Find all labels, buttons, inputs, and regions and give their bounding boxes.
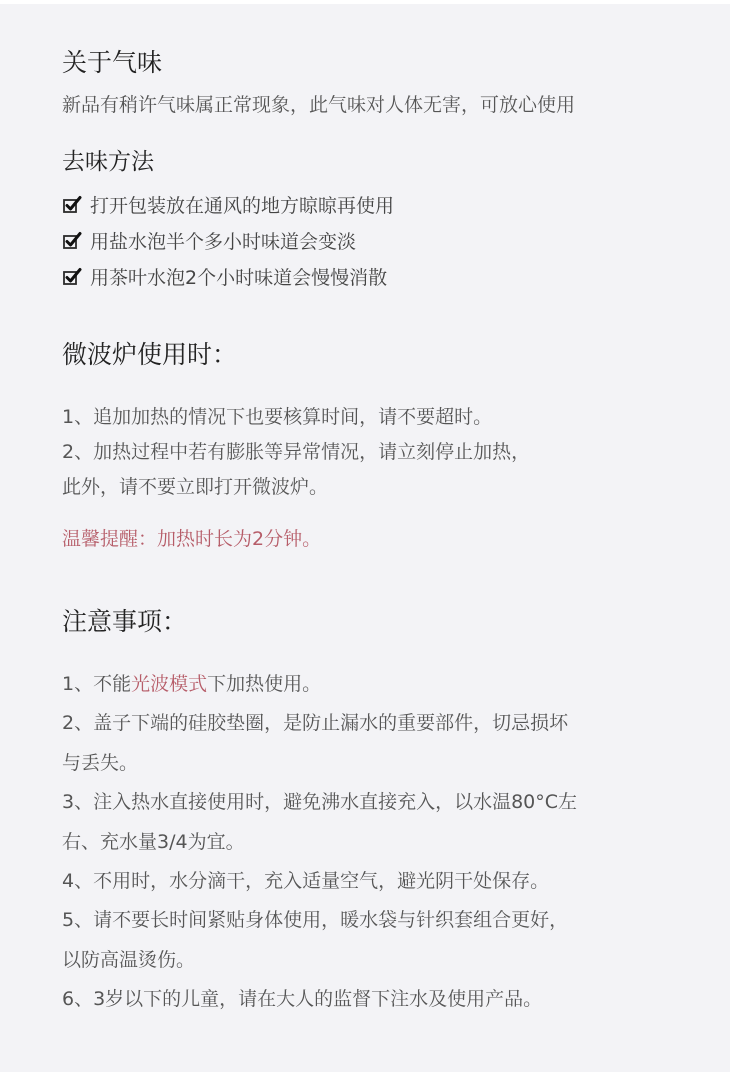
microwave-instructions [62,400,710,505]
note-1-suffix: 下加热使用。 [207,673,322,695]
note-line: 与丢失。 [62,751,139,774]
odor-removal-item-text: 打开包装放在通风的地方晾晾再使用 [90,194,395,217]
note-line: 2、盖子下端的硅胶垫圈，是防止漏水的重要部件，切忌损坏 [62,712,569,735]
odor-section [62,44,710,120]
bottom-divider-strip [0,1072,730,1077]
note-line: 3、注入热水直接使用时，避免沸水直接充入，以水温80°C左 [62,791,578,814]
odor-description: 新品有稍许气味属正常现象，此气味对人体无害，可放心使用 [62,94,576,116]
microwave-instruction-line: 1、追加加热的情况下也要核算时间，请不要超时。 [62,406,493,428]
odor-removal-item-text: 用茶叶水泡2个小时味道会慢慢消散 [90,266,388,289]
note-line-1 [62,665,710,704]
note-line: 4、不用时，水分滴干，充入适量空气，避光阴干处保存。 [62,870,550,893]
odor-removal-item-2 [62,222,710,258]
odor-removal-item-text: 用盐水泡半个多小时味道会变淡 [90,230,357,253]
light-wave-mode-highlight: 光波模式 [131,673,208,695]
microwave-instruction-line: 此外，请不要立即打开微波炉。 [62,476,329,498]
checkbox-check-icon [62,230,82,250]
product-notice-content [62,44,710,1020]
checkbox-check-icon [62,266,82,286]
note-1-prefix: 1、不能 [62,673,132,695]
odor-removal-item-3 [62,258,710,294]
microwave-section [62,336,710,555]
microwave-heading: 微波炉使用时： [62,340,238,369]
note-line: 5、请不要长时间紧贴身体使用，暖水袋与针织套组合更好， [62,909,569,932]
odor-heading: 关于气味 [62,48,163,77]
note-line: 以防高温烫伤。 [62,948,196,971]
top-divider-strip [0,0,730,4]
odor-removal-section [62,144,710,294]
note-line: 6、3岁以下的儿童，请在大人的监督下注水及使用产品。 [62,988,543,1011]
odor-removal-list [62,186,710,294]
note-line: 右、充水量3/4为宜。 [62,830,245,853]
checkbox-check-icon [62,194,82,214]
heating-tip: 温馨提醒：加热时长为2分钟。 [62,528,322,550]
notes-section [62,603,710,1020]
notes-list [62,665,710,1020]
microwave-instruction-line: 2、加热过程中若有膨胀等异常情况，请立刻停止加热， [62,441,531,463]
notes-heading: 注意事项： [62,607,188,636]
odor-removal-heading: 去味方法 [62,149,154,175]
odor-removal-item-1 [62,186,710,222]
